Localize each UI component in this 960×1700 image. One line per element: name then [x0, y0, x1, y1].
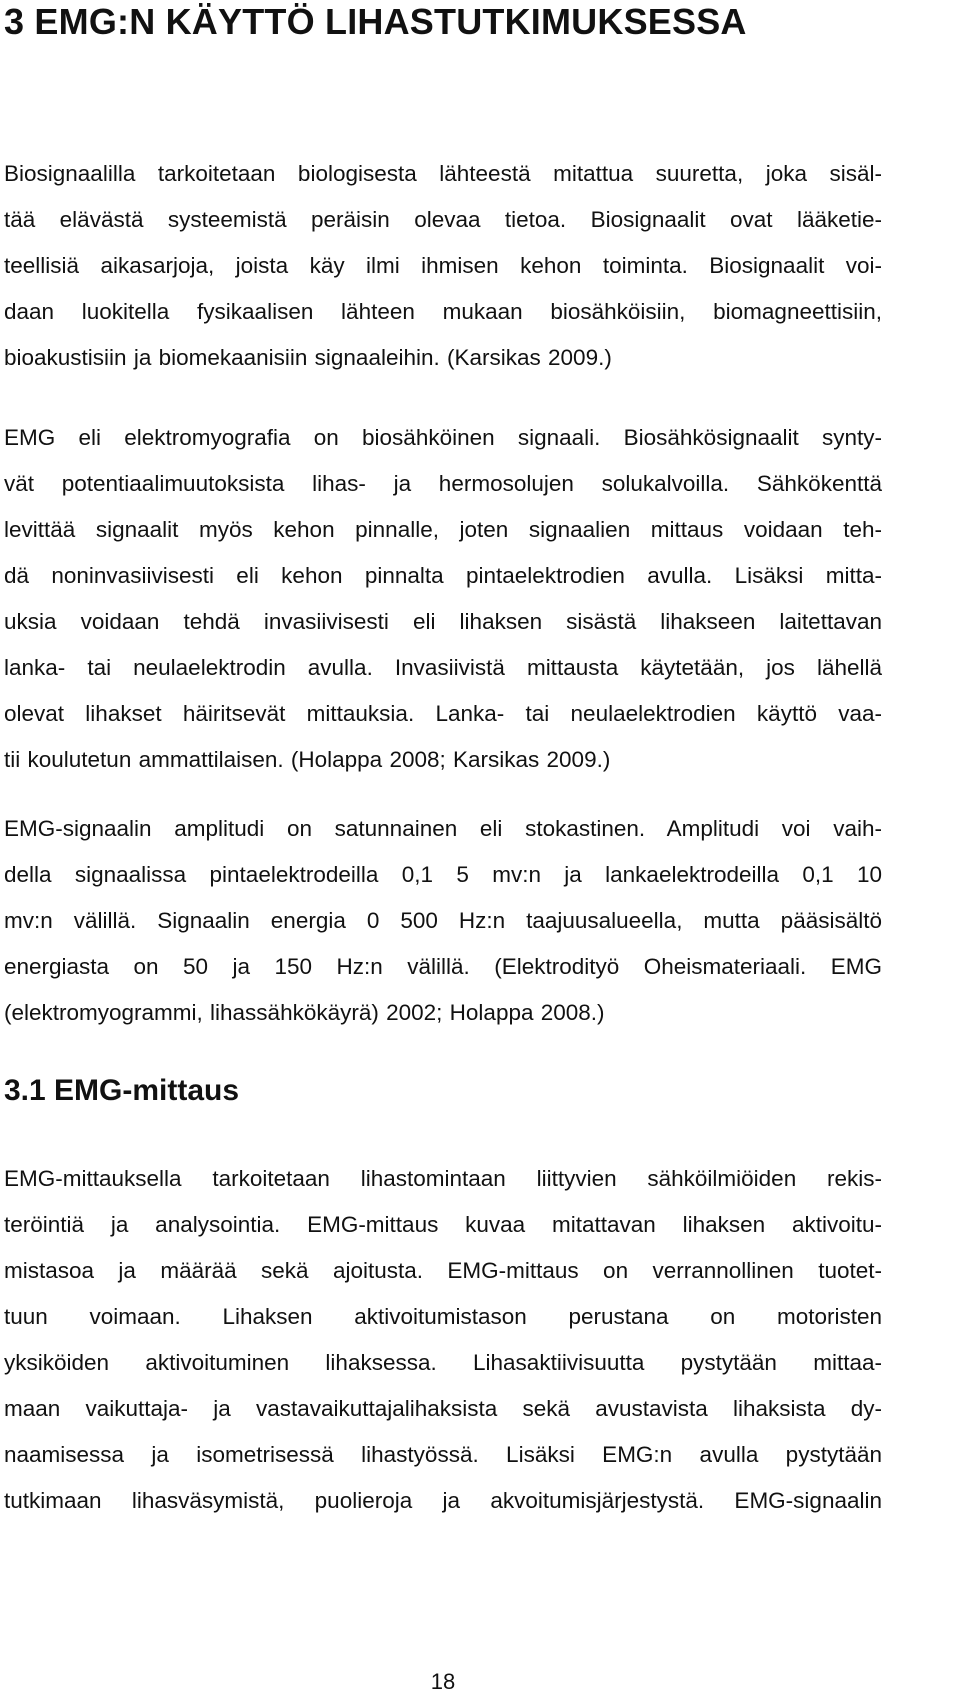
- text-line: naamisessa ja isometrisessä lihastyössä. Lisäksi EMG:n avulla pystytään: [4, 1442, 882, 1467]
- text-line: olevat lihakset häiritsevät mittauksia. Lanka- tai neulaelektrodien käyttö vaa-: [4, 701, 882, 726]
- text-line: uksia voidaan tehdä invasiivisesti eli lihaksen sisästä lihakseen laitettavan: [4, 609, 882, 634]
- text-line: mv:n välillä. Signaalin energia 0 500 Hz:n taajuusalueella, mutta pääsisältö: [4, 908, 882, 933]
- text-line: vät potentiaalimuutoksista lihas- ja hermosolujen solukalvoilla. Sähkökenttä: [4, 471, 882, 496]
- text-line: (elektromyogrammi, lihassähkökäyrä) 2002; Holappa 2008.): [4, 1000, 605, 1025]
- text-line: energiasta on 50 ja 150 Hz:n välillä. (Elektrodityö Oheismateriaali. EMG: [4, 954, 882, 979]
- text-line: tuun voimaan. Lihaksen aktivoitumistason perustana on motoristen: [4, 1304, 882, 1329]
- text-line: teröintiä ja analysointia. EMG-mittaus kuvaa mitattavan lihaksen aktivoitu-: [4, 1212, 882, 1237]
- text-line: tii koulutetun ammattilaisen. (Holappa 2008; Karsikas 2009.): [4, 747, 611, 772]
- text-line: EMG-signaalin amplitudi on satunnainen eli stokastinen. Amplitudi voi vaih-: [4, 816, 882, 841]
- page-number: 18: [430, 1669, 456, 1694]
- text-line: tutkimaan lihasväsymistä, puolieroja ja akvoitumisjärjestystä. EMG-signaalin: [4, 1488, 882, 1513]
- text-line: EMG-mittauksella tarkoitetaan lihastomintaan liittyvien sähköilmiöiden rekis-: [4, 1166, 882, 1191]
- paragraph-emg-definition: [4, 415, 882, 783]
- paragraph-biosignals: [4, 151, 882, 381]
- section-heading: 3.1 EMG-mittaus: [4, 1074, 240, 1107]
- text-line: della signaalissa pintaelektrodeilla 0,1 5 mv:n ja lankaelektrodeilla 0,1 10: [4, 862, 882, 887]
- text-line: lanka- tai neulaelektrodin avulla. Invasiivistä mittausta käytetään, jos lähellä: [4, 655, 882, 680]
- text-line: daan luokitella fysikaalisen lähteen mukaan biosähköisiin, biomagneettisiin,: [4, 299, 882, 324]
- text-line: dä noninvasiivisesti eli kehon pinnalta pintaelektrodien avulla. Lisäksi mitta-: [4, 563, 882, 588]
- text-line: mistasoa ja määrää sekä ajoitusta. EMG-mittaus on verrannollinen tuotet-: [4, 1258, 882, 1283]
- paragraph-emg-measurement: [4, 1156, 882, 1524]
- text-line: teellisiä aikasarjoja, joista käy ilmi ihmisen kehon toiminta. Biosignaalit voi-: [4, 253, 882, 278]
- text-line: bioakustisiin ja biomekaanisiin signaaleihin. (Karsikas 2009.): [4, 345, 612, 370]
- paragraph-emg-amplitude: [4, 806, 882, 1036]
- text-line: EMG eli elektromyografia on biosähköinen signaali. Biosähkösignaalit synty-: [4, 425, 882, 450]
- chapter-heading: 3 EMG:N KÄYTTÖ LIHASTUTKIMUKSESSA: [4, 1, 747, 42]
- text-line: tää elävästä systeemistä peräisin olevaa tietoa. Biosignaalit ovat lääketie-: [4, 207, 882, 232]
- text-line: levittää signaalit myös kehon pinnalle, joten signaalien mittaus voidaan teh-: [4, 517, 882, 542]
- text-line: Biosignaalilla tarkoitetaan biologisesta lähteestä mitattua suuretta, joka sisäl-: [4, 161, 882, 186]
- text-line: yksiköiden aktivoituminen lihaksessa. Lihasaktiivisuutta pystytään mittaa-: [4, 1350, 882, 1375]
- text-line: maan vaikuttaja- ja vastavaikuttajalihaksista sekä avustavista lihaksista dy-: [4, 1396, 882, 1421]
